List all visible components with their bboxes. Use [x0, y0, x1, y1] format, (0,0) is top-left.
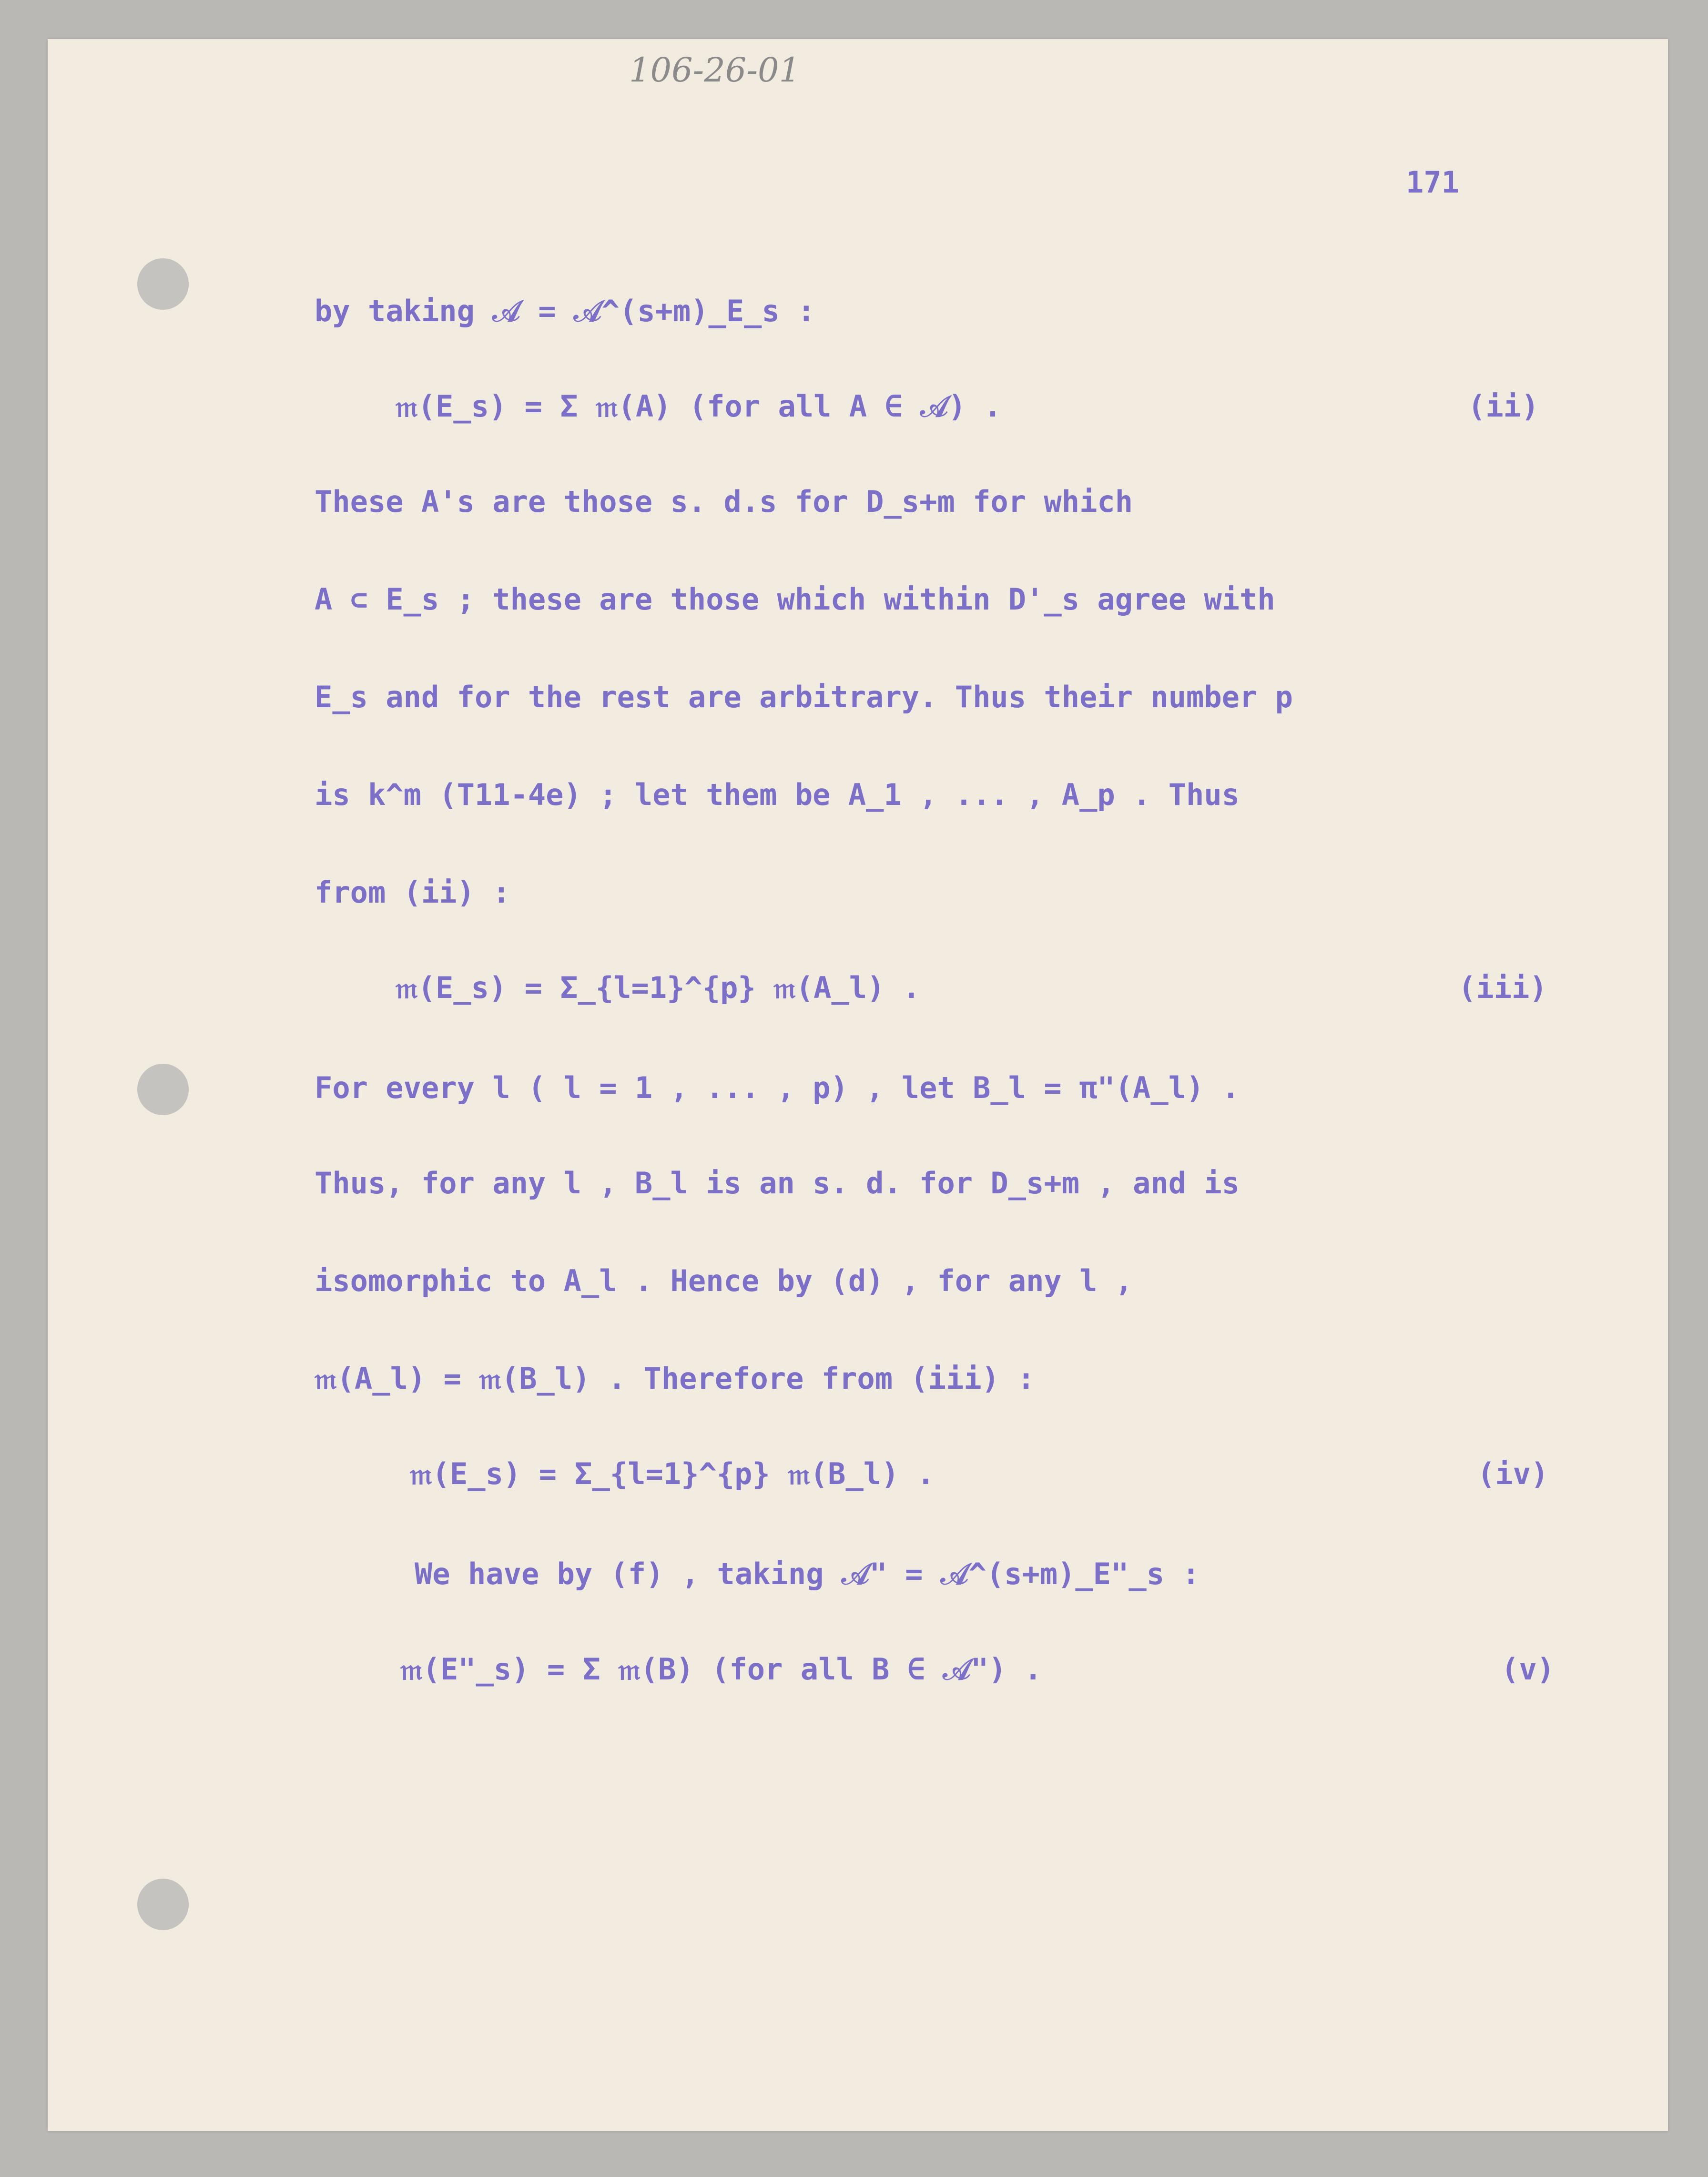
text-line: is k^m (T11-4e) ; let them be A_1 , ... , A_p . Thus	[315, 777, 1240, 812]
text-line: A ⊂ E_s ; these are those which within D'_s agree with	[315, 582, 1275, 617]
text-line: Thus, for any l , B_l is an s. d. for D_s+m , and is	[315, 1166, 1240, 1200]
text-line: For every l ( l = 1 , ... , p) , let B_l = π"(A_l) .	[315, 1070, 1240, 1105]
text-line: E_s and for the rest are arbitrary. Thus their number p	[315, 680, 1293, 714]
page-number: 171	[1406, 165, 1459, 200]
punch-hole	[137, 258, 189, 310]
equation-number: (v)	[1501, 1652, 1555, 1687]
text-line: We have by (f) , taking 𝒜" = 𝒜^(s+m)_E"_s :	[415, 1556, 1200, 1591]
equation-number: (iii)	[1458, 970, 1547, 1005]
equation-line: 𝔪(E"_s) = Σ 𝔪(B) (for all B ∈ 𝒜") .	[400, 1652, 1042, 1687]
equation-number: (ii)	[1468, 389, 1539, 424]
text-line: These A's are those s. d.s for D_s+m for which	[315, 484, 1133, 519]
equation-line: 𝔪(E_s) = Σ 𝔪(A) (for all A ∈ 𝒜) .	[396, 389, 1002, 424]
equation-line: 𝔪(E_s) = Σ_{l=1}^{p} 𝔪(B_l) .	[410, 1456, 935, 1491]
equation-number: (iv)	[1477, 1456, 1549, 1491]
document-page	[48, 39, 1668, 2131]
archive-note: 106-26-01	[629, 51, 801, 90]
text-line: by taking 𝒜 = 𝒜^(s+m)_E_s :	[315, 294, 815, 328]
text-line: isomorphic to A_l . Hence by (d) , for any l ,	[315, 1263, 1133, 1298]
equation-line: 𝔪(E_s) = Σ_{l=1}^{p} 𝔪(A_l) .	[396, 970, 921, 1005]
punch-hole	[137, 1879, 189, 1930]
punch-hole	[137, 1064, 189, 1115]
text-line: 𝔪(A_l) = 𝔪(B_l) . Therefore from (iii) :	[315, 1361, 1035, 1396]
text-line: from (ii) :	[315, 875, 510, 910]
